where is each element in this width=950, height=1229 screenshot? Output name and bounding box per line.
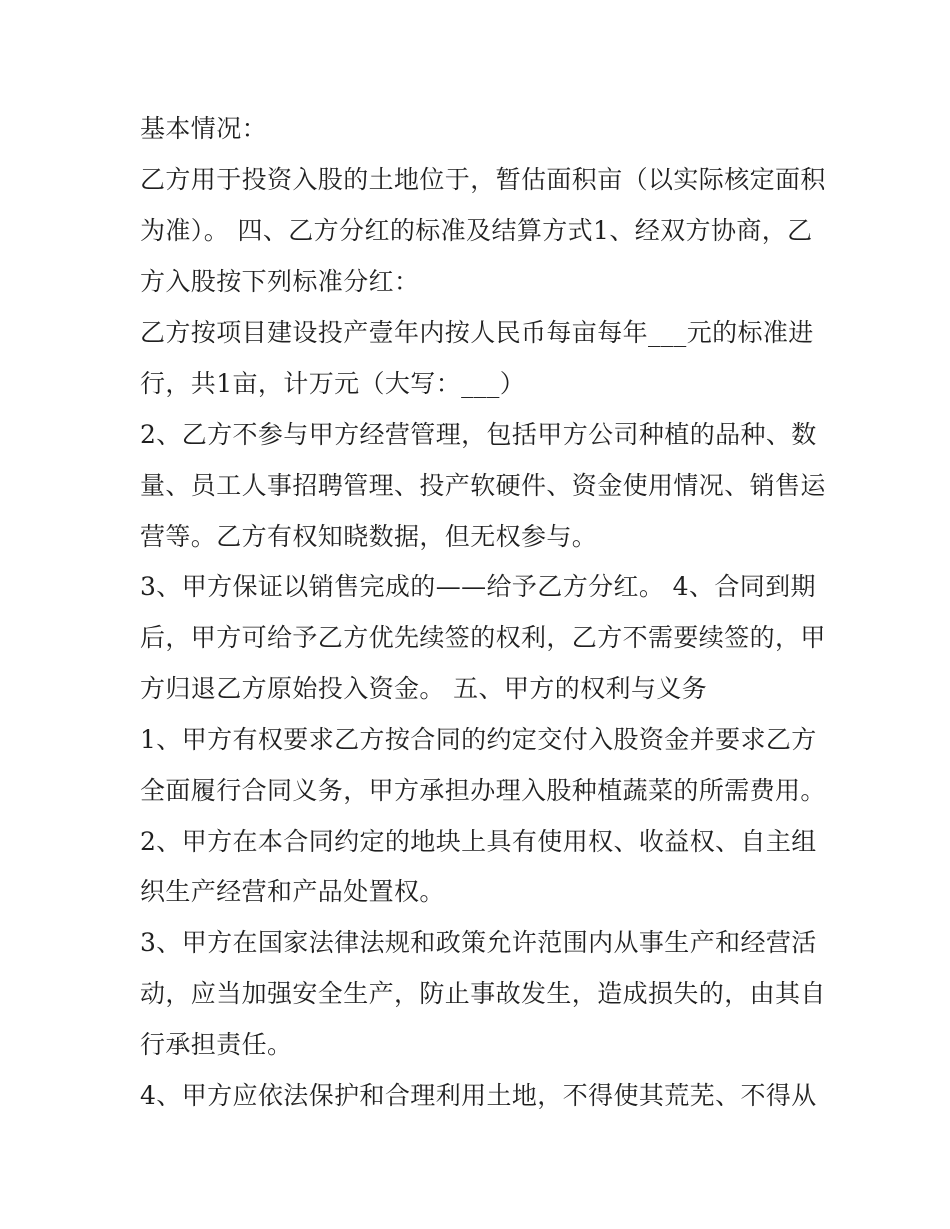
text-line: 行，共1亩，计万元（大写：___） — [140, 369, 526, 398]
text-line: 3、甲方保证以销售完成的——给予乙方分红。 4、合同到期 — [140, 572, 816, 601]
text-line: 乙方用于投资入股的土地位于，暂估面积亩（以实际核定面积 — [140, 165, 826, 194]
text-line: 基本情况： — [140, 114, 268, 143]
text-line: 后，甲方可给予乙方优先续签的权利，乙方不需要续签的，甲 — [140, 623, 826, 652]
text-line: 行承担责任。 — [140, 1030, 293, 1059]
text-line: 方入股按下列标准分红： — [140, 267, 420, 296]
text-line: 2、乙方不参与甲方经营管理，包括甲方公司种植的品种、数 — [140, 420, 817, 449]
text-line: 乙方按项目建设投产壹年内按人民币每亩每年___元的标准进 — [140, 318, 814, 347]
text-line: 4、甲方应依法保护和合理利用土地，不得使其荒芜、不得从 — [140, 1081, 817, 1110]
text-line: 1、甲方有权要求乙方按合同的约定交付入股资金并要求乙方 — [140, 725, 817, 754]
text-line: 动，应当加强安全生产，防止事故发生，造成损失的，由其自 — [140, 979, 826, 1008]
text-line: 3、甲方在国家法律法规和政策允许范围内从事生产和经营活 — [140, 928, 817, 957]
text-line: 营等。乙方有权知晓数据，但无权参与。 — [140, 522, 598, 551]
text-line: 方归退乙方原始投入资金。 五、甲方的权利与义务 — [140, 674, 708, 703]
text-line: 2、甲方在本合同约定的地块上具有使用权、收益权、自主组 — [140, 827, 817, 856]
text-line: 织生产经营和产品处置权。 — [140, 877, 445, 906]
text-line: 量、员工人事招聘管理、投产软硬件、资金使用情况、销售运 — [140, 471, 826, 500]
text-line: 全面履行合同义务，甲方承担办理入股种植蔬菜的所需费用。 — [140, 776, 826, 805]
text-line: 为准）。 四、乙方分红的标准及结算方式1、经双方协商，乙 — [140, 216, 813, 245]
